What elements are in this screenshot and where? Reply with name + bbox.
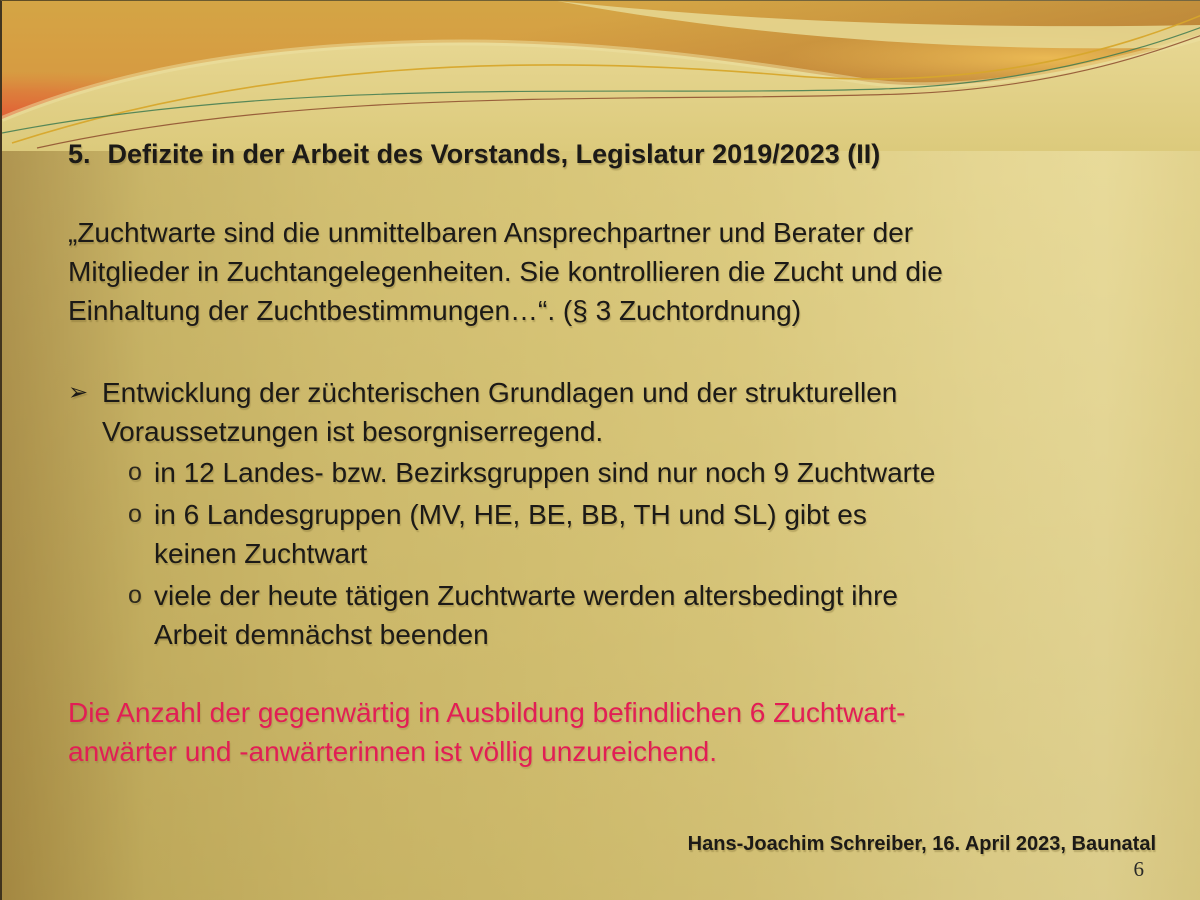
sub-bullet-line: Arbeit demnächst beenden xyxy=(154,619,489,650)
circle-bullet-icon: o xyxy=(128,458,142,486)
quote-line: Mitglieder in Zuchtangelegenheiten. Sie kontrollieren die Zucht und die xyxy=(68,256,943,287)
title-number: 5. xyxy=(68,139,91,169)
bullet-line: Entwicklung der züchterischen Grundlagen und der strukturellen xyxy=(102,377,898,408)
page-number: 6 xyxy=(1133,857,1144,881)
header-wave-decoration xyxy=(2,1,1200,151)
circle-bullet-icon: o xyxy=(128,500,142,528)
sub-bullet-line: viele der heute tätigen Zuchtwarte werden altersbedingt ihre xyxy=(154,580,898,611)
sub-bullet-item xyxy=(128,495,935,573)
arrow-bullet-icon: ➢ xyxy=(68,379,89,406)
bullet-line: Voraussetzungen ist besorgniserregend. xyxy=(102,416,604,447)
bullet-text xyxy=(102,373,897,451)
warning-text xyxy=(68,693,905,771)
sub-bullet-line: in 6 Landesgruppen (MV, HE, BE, BB, TH und SL) gibt es xyxy=(154,499,867,530)
main-bullet xyxy=(68,373,897,451)
title-text: Defizite in der Arbeit des Vorstands, Legislatur 2019/2023 (II) xyxy=(107,139,881,169)
quote-line: „Zuchtwarte sind die unmittelbaren Ansprechpartner und Berater der xyxy=(68,217,914,248)
sub-bullet-text xyxy=(154,453,935,492)
sub-bullet-line: in 12 Landes- bzw. Bezirksgruppen sind nur noch 9 Zuchtwarte xyxy=(154,457,936,488)
warning-line: anwärter und -anwärterinnen ist völlig unzureichend. xyxy=(68,736,718,767)
sub-bullet-text xyxy=(154,576,898,654)
sub-bullet-item xyxy=(128,453,935,492)
sub-bullet-item xyxy=(128,576,935,654)
sub-bullet-text xyxy=(154,495,867,573)
warning-line: Die Anzahl der gegenwärtig in Ausbildung befindlichen 6 Zuchtwart- xyxy=(68,697,906,728)
circle-bullet-icon: o xyxy=(128,581,142,609)
slide-title xyxy=(68,139,880,170)
sub-bullet-line: keinen Zuchtwart xyxy=(154,538,368,569)
quote-line: Einhaltung der Zuchtbestimmungen…“. (§ 3 Zuchtordnung) xyxy=(68,295,802,326)
quote-paragraph xyxy=(68,213,943,330)
sub-bullet-list xyxy=(128,453,935,657)
footer-credit: Hans-Joachim Schreiber, 16. April 2023, Baunatal xyxy=(687,833,1156,855)
